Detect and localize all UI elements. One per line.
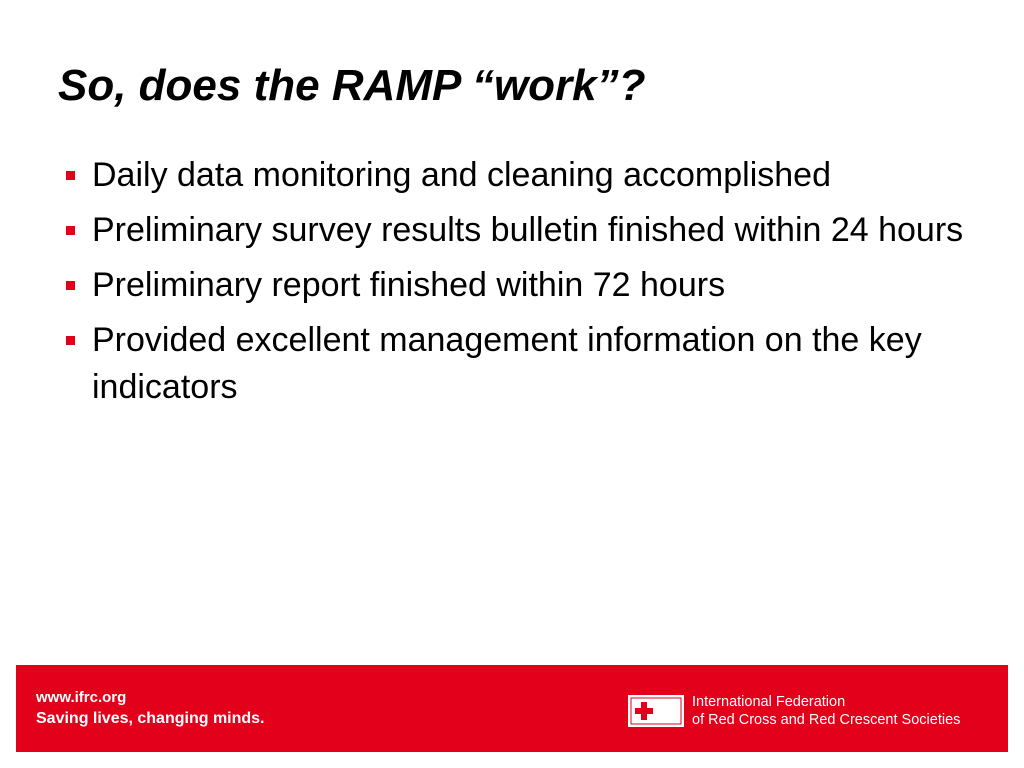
square-bullet-icon <box>66 226 75 235</box>
square-bullet-icon <box>66 171 75 180</box>
bullet-text: Daily data monitoring and cleaning accomplished <box>92 156 831 194</box>
bullet-text: Preliminary report finished within 72 hours <box>92 266 726 304</box>
org-name-line-1: International Federation <box>692 694 846 710</box>
footer-slogan: Saving lives, changing minds. <box>36 710 265 727</box>
bullet-item <box>62 152 982 199</box>
bullet-list <box>62 152 982 419</box>
footer-bar <box>16 665 1008 752</box>
bullet-item <box>62 207 982 254</box>
bullet-item <box>62 262 982 309</box>
slide-title: So, does the RAMP “work”? <box>58 61 646 110</box>
footer-url-link[interactable]: www.ifrc.org <box>36 689 127 706</box>
square-bullet-icon <box>66 336 75 345</box>
square-bullet-icon <box>66 281 75 290</box>
org-name <box>692 693 960 729</box>
bullet-item <box>62 317 982 411</box>
bullet-text: Provided excellent management information on the key indicators <box>92 321 922 406</box>
emblem-svg <box>630 697 682 725</box>
org-name-line-2: of Red Cross and Red Crescent Societies <box>692 712 961 728</box>
red-cross-crescent-emblem-icon <box>628 695 684 727</box>
bullet-text: Preliminary survey results bulletin finished within 24 hours <box>92 211 964 249</box>
